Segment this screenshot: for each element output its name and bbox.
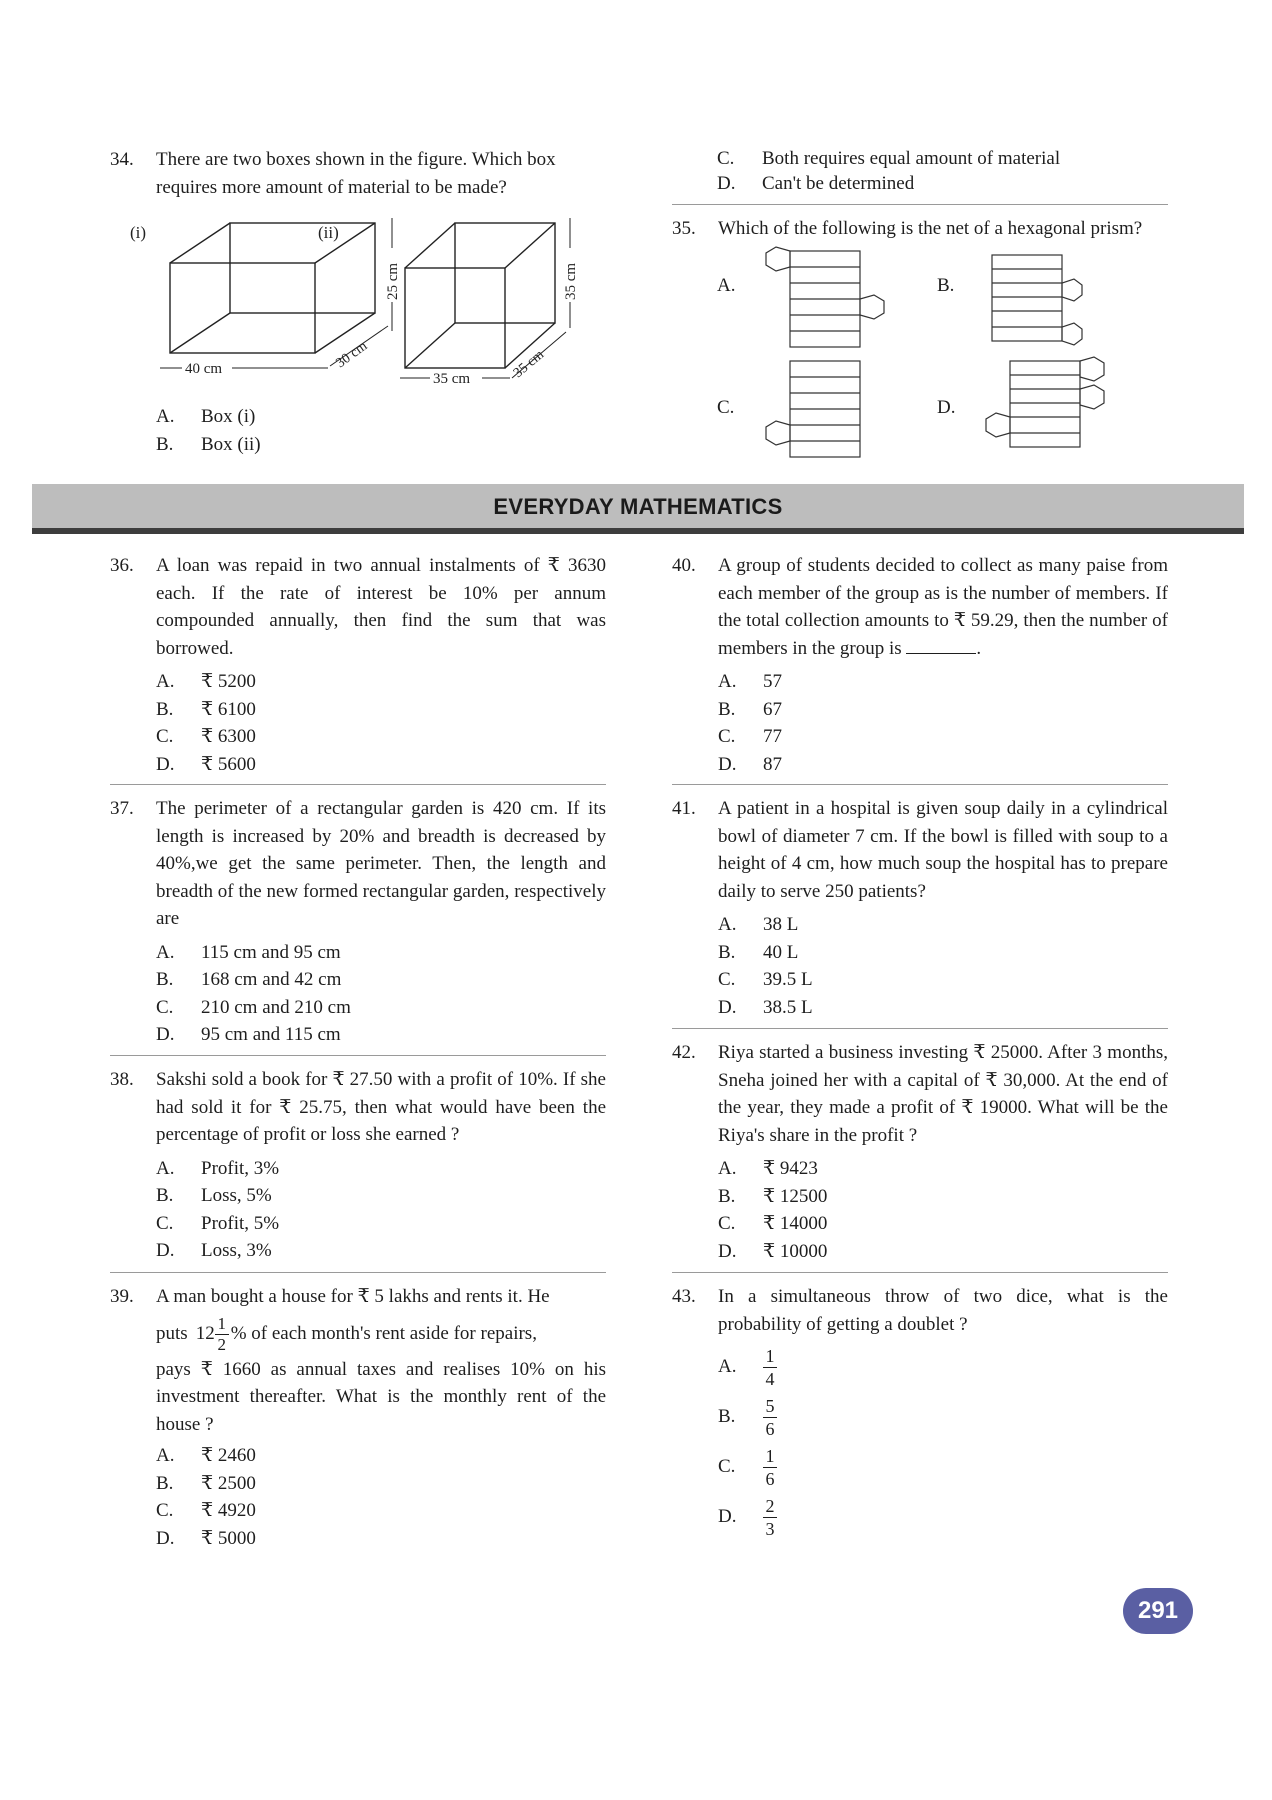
option-a[interactable]: A. Profit, 3%	[156, 1157, 280, 1179]
option-b[interactable]: B. ₹ 12500	[718, 1185, 828, 1207]
divider	[110, 1272, 606, 1273]
option-c[interactable]: C. ₹ 4920	[156, 1500, 256, 1521]
option-d[interactable]: D. ₹ 5600	[156, 753, 256, 775]
net-c	[766, 361, 860, 457]
net-b	[992, 255, 1082, 345]
question-number: 43.	[672, 1286, 696, 1307]
question-37	[110, 795, 606, 1049]
option-a[interactable]: A. ₹ 5200	[156, 671, 256, 692]
options	[156, 1155, 606, 1265]
options	[718, 911, 1168, 1021]
divider	[110, 1055, 606, 1056]
page-number-badge: 291	[1123, 1588, 1193, 1634]
question-35	[672, 215, 1172, 243]
question-number: 39.	[110, 1286, 134, 1307]
options	[718, 1342, 1168, 1542]
option-b[interactable]: B. 67	[718, 698, 782, 720]
option-d[interactable]: D. 38.5 L	[718, 996, 813, 1018]
box-ii-drawing	[405, 223, 555, 368]
option-b[interactable]: B. ₹ 6100	[156, 698, 256, 720]
option-a[interactable]: A. ₹ 9423	[718, 1158, 818, 1179]
section-underline	[32, 528, 1244, 534]
option-d[interactable]: D. Can't be determined	[717, 173, 915, 194]
option-a[interactable]: A. 38 L	[718, 914, 799, 935]
divider	[110, 784, 606, 785]
option-c[interactable]: C. ₹ 14000	[718, 1213, 828, 1234]
option-c[interactable]: C. Both requires equal amount of material	[717, 148, 1061, 169]
option-d[interactable]: D. Loss, 3%	[156, 1240, 272, 1261]
question-number: 38.	[110, 1069, 134, 1090]
option-d[interactable]: D. $\frac{2}{3}$	[718, 1492, 1168, 1542]
box-ii-depth-label: 35 cm	[510, 347, 548, 382]
divider	[672, 1028, 1168, 1029]
box-i-height-label: 25 cm	[385, 262, 401, 300]
option-d[interactable]: D. ₹ 10000	[718, 1240, 828, 1262]
question-40	[672, 552, 1168, 778]
question-number: 36.	[110, 555, 134, 576]
question-38	[110, 1066, 606, 1265]
divider	[672, 784, 1168, 785]
option-a[interactable]: A. 115 cm and 95 cm	[156, 941, 341, 963]
divider	[672, 204, 1168, 205]
options	[718, 1155, 1168, 1265]
question-text: Which of the following is the net of a hexagonal prism?	[718, 218, 1143, 239]
fraction: $\frac{1}{6}$	[763, 1446, 777, 1489]
question-text-line-2: puts 12 $\frac{1}{2}$ % of each month's rent aside for repairs,	[156, 1313, 537, 1354]
option-b[interactable]: B. $\frac{5}{6}$	[718, 1392, 1168, 1442]
q34-options-ab	[156, 403, 596, 458]
q35-option-d-letter[interactable]: D.	[937, 397, 956, 418]
box-i-drawing	[170, 223, 375, 353]
question-41	[672, 795, 1168, 1021]
section-banner	[32, 484, 1244, 528]
question-text: There are two boxes shown in the figure. Which box requires more amount of material to be made?	[156, 149, 556, 198]
divider	[672, 1272, 1168, 1273]
question-39	[110, 1283, 606, 1552]
q35-option-a-letter[interactable]: A.	[717, 275, 736, 296]
option-a[interactable]: A. 57	[718, 671, 782, 692]
option-b[interactable]: B. 168 cm and 42 cm	[156, 969, 342, 990]
option-c[interactable]: C. ₹ 6300	[156, 726, 256, 747]
net-a	[766, 247, 884, 347]
box-i-depth-label: 30 cm	[333, 338, 371, 372]
q34-options-cd	[717, 146, 1167, 196]
q35-option-b-letter[interactable]: B.	[937, 275, 955, 296]
question-text	[156, 1283, 606, 1438]
net-d	[986, 357, 1104, 447]
mixed-fraction: 12 $\frac{1}{2}$	[196, 1315, 229, 1354]
option-c[interactable]: C. 210 cm and 210 cm	[156, 996, 351, 1018]
box-ii-label: (ii)	[318, 223, 339, 242]
option-d[interactable]: D. 87	[718, 753, 782, 775]
question-number: 37.	[110, 798, 134, 819]
option-c[interactable]: C. Profit, 5%	[156, 1212, 280, 1234]
fraction: $\frac{5}{6}$	[763, 1396, 777, 1439]
option-b[interactable]: B. Box (ii)	[156, 433, 261, 455]
question-text: The perimeter of a rectangular garden is 420 cm. If its length is increased by 20% and breadth is decreased by 40%,we get the same perimeter. Then, the length and breadth of the new formed rectangular garden, respectively are	[156, 798, 606, 929]
question-text: In a simultaneous throw of two dice, what is the probability of getting a doublet ?	[718, 1286, 1168, 1335]
option-b[interactable]: B. Loss, 5%	[156, 1185, 272, 1206]
question-text: A group of students decided to collect as many paise from each member of the group as is the number of members. If the total collection amounts to ₹ 59.29, then the number of members in the group is .	[718, 555, 1168, 659]
options	[156, 668, 606, 778]
fraction: $\frac{2}{3}$	[763, 1496, 777, 1539]
box-i-width-label: 40 cm	[185, 361, 223, 377]
options	[156, 939, 606, 1049]
option-d[interactable]: D. ₹ 5000	[156, 1527, 256, 1549]
answer-blank[interactable]	[906, 637, 976, 654]
question-text-line-1: A man bought a house for ₹ 5 lakhs and rents it. He	[156, 1286, 550, 1307]
options	[718, 668, 1168, 778]
option-b[interactable]: B. ₹ 2500	[156, 1472, 256, 1494]
question-42	[672, 1039, 1168, 1265]
question-text: A loan was repaid in two annual instalments of ₹ 3630 each. If the rate of interest be 10% per annum compounded annually, then find the sum that was borrowed.	[156, 555, 606, 659]
question-text-line-3: pays ₹ 1660 as annual taxes and realises 10% on his investment thereafter. What is the monthly rent of the house ?	[156, 1358, 606, 1435]
question-34	[110, 146, 606, 201]
option-a[interactable]: A. Box (i)	[156, 406, 256, 427]
question-43	[672, 1283, 1168, 1542]
hexagonal-prism-nets	[760, 245, 1120, 465]
box-figure	[130, 218, 590, 390]
options	[156, 1442, 606, 1552]
question-number: 42.	[672, 1042, 696, 1063]
option-b[interactable]: B. 40 L	[718, 941, 799, 963]
question-number: 34.	[110, 149, 134, 170]
question-text: Sakshi sold a book for ₹ 27.50 with a profit of 10%. If she had sold it for ₹ 25.75, then what would have been the percentage of profit or loss she earned ?	[156, 1069, 606, 1145]
option-a[interactable]: A. ₹ 2460	[156, 1445, 256, 1466]
question-number: 41.	[672, 798, 696, 819]
option-c[interactable]: C. $\frac{1}{6}$	[718, 1442, 1168, 1492]
box-i-label: (i)	[130, 223, 147, 242]
section-title: EVERYDAY MATHEMATICS	[493, 494, 783, 519]
option-d[interactable]: D. 95 cm and 115 cm	[156, 1024, 341, 1045]
question-number: 35.	[672, 218, 696, 239]
q35-option-c-letter[interactable]: C.	[717, 397, 735, 418]
question-number: 40.	[672, 555, 696, 576]
box-ii-height-label: 35 cm	[563, 262, 579, 300]
question-36	[110, 552, 606, 778]
fraction: $\frac{1}{4}$	[763, 1346, 777, 1389]
option-c[interactable]: C. 39.5 L	[718, 969, 813, 990]
option-a[interactable]: A. $\frac{1}{4}$	[718, 1342, 1168, 1392]
box-ii-width-label: 35 cm	[433, 371, 471, 387]
question-text: A patient in a hospital is given soup daily in a cylindrical bowl of diameter 7 cm. If the bowl is filled with soup to a height of 4 cm, how much soup the hospital has to prepare daily to serve 250 patients?	[718, 798, 1168, 902]
question-text: Riya started a business investing ₹ 25000. After 3 months, Sneha joined her with a capital of ₹ 30,000. At the end of the year, they made a profit of ₹ 19000. What will be the Riya's share in the profit ?	[718, 1042, 1168, 1146]
option-c[interactable]: C. 77	[718, 726, 782, 747]
